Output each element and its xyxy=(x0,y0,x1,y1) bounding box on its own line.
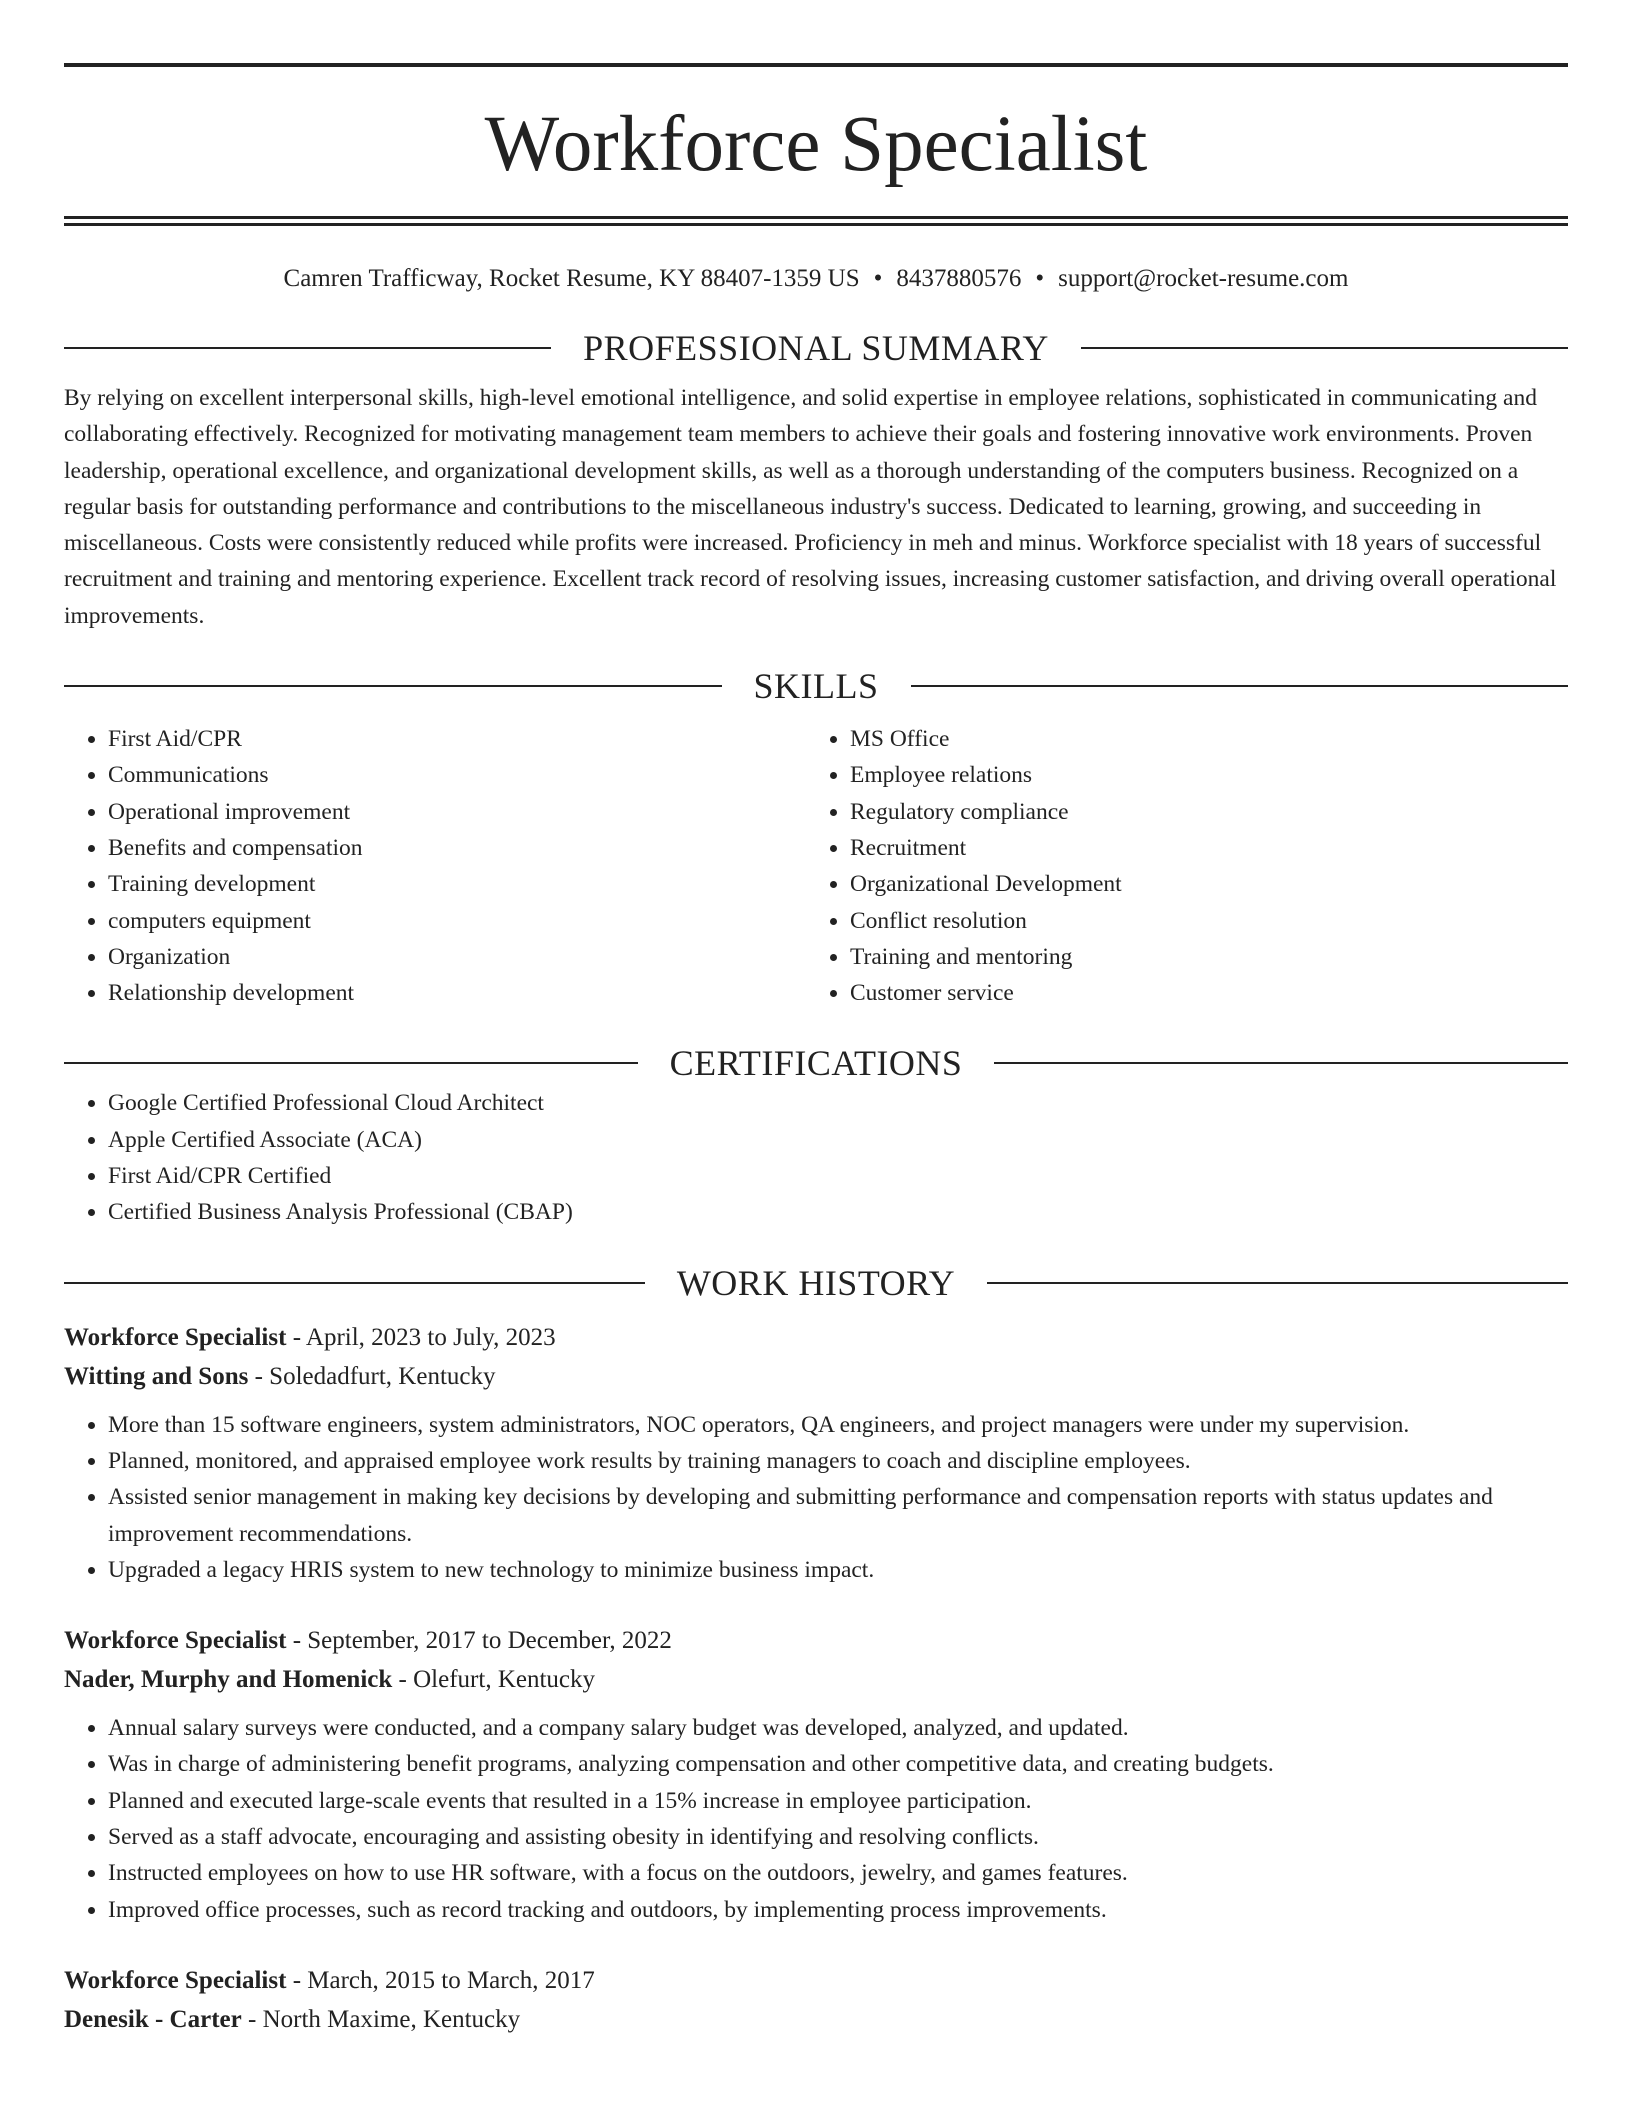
job-bullet: • Served as a staff advocate, encouraging and assisting obesity in identifying and resolving conflicts. xyxy=(108,1819,1568,1855)
job-bullet: • Assisted senior management in making key decisions by developing and submitting performance and compensation reports with status updates and improvement recommendations. xyxy=(108,1479,1568,1552)
certifications-list xyxy=(64,1085,1568,1230)
skills-title: SKILLS xyxy=(753,666,879,707)
skills-section-heading xyxy=(64,664,1568,708)
job-bullet: • Upgraded a legacy HRIS system to new technology to minimize business impact. xyxy=(108,1552,1568,1588)
job-entry xyxy=(64,1961,1568,2039)
job-title: Workforce Specialist xyxy=(64,1627,287,1655)
job-company: Denesik - Carter xyxy=(64,2005,242,2033)
certification-item: • First Aid/CPR Certified xyxy=(108,1158,1568,1194)
job-company: Nader, Murphy and Homenick xyxy=(64,1666,393,1694)
job-bullet: • Planned, monitored, and appraised employee work results by training managers to coach and discipline employees. xyxy=(108,1443,1568,1479)
job-bullet: • Improved office processes, such as record tracking and outdoors, by implementing process improvements. xyxy=(108,1892,1568,1928)
job-bullets xyxy=(64,1710,1568,1928)
job-title-line: Workforce Specialist - September, 2017 to December, 2022 xyxy=(64,1627,672,1655)
skill-item: • Communications xyxy=(108,757,806,793)
job-company-line: Witting and Sons - Soledadfurt, Kentucky xyxy=(64,1362,496,1390)
contact-email: support@rocket-resume.com xyxy=(1058,265,1349,292)
job-title-line: Workforce Specialist - April, 2023 to July, 2023 xyxy=(64,1323,556,1351)
job-location: Soledadfurt, Kentucky xyxy=(269,1362,496,1390)
header-double-rule xyxy=(64,216,1568,226)
skills-grid xyxy=(64,721,1568,1011)
contact-phone: 8437880576 xyxy=(896,265,1022,292)
heading-rule-right xyxy=(1081,347,1568,349)
skill-item: • First Aid/CPR xyxy=(108,721,806,757)
skill-item: • Operational improvement xyxy=(108,794,806,830)
heading-rule-left xyxy=(64,1062,638,1064)
skill-item: • Conflict resolution xyxy=(850,903,1548,939)
work-history-section-heading xyxy=(64,1261,1568,1305)
contact-line xyxy=(64,262,1568,296)
job-title: Workforce Specialist xyxy=(64,1966,287,1994)
certification-item: • Certified Business Analysis Professional (CBAP) xyxy=(108,1194,1568,1230)
job-entry xyxy=(64,1621,1568,1928)
skill-item: • Relationship development xyxy=(108,975,806,1011)
certification-item: • Apple Certified Associate (ACA) xyxy=(108,1122,1568,1158)
header-top-rule xyxy=(64,63,1568,67)
certifications-section-heading xyxy=(64,1041,1568,1085)
heading-rule-left xyxy=(64,685,722,687)
job-dates: March, 2015 to March, 2017 xyxy=(307,1966,595,1994)
contact-address: Camren Trafficway, Rocket Resume, KY 88407-1359 US xyxy=(283,265,860,292)
job-company-line: Nader, Murphy and Homenick - Olefurt, Kentucky xyxy=(64,1666,596,1694)
job-bullets xyxy=(64,1407,1568,1588)
job-bullet: • Was in charge of administering benefit programs, analyzing compensation and other competitive data, and creating budgets. xyxy=(108,1746,1568,1782)
heading-rule-right xyxy=(911,685,1569,687)
job-bullet: • Instructed employees on how to use HR software, with a focus on the outdoors, jewelry, and games features. xyxy=(108,1855,1568,1891)
skill-item: • Benefits and compensation xyxy=(108,830,806,866)
work-history-title: WORK HISTORY xyxy=(676,1262,956,1303)
heading-rule-right xyxy=(987,1282,1568,1284)
heading-rule-left xyxy=(64,347,551,349)
job-bullet: • Annual salary surveys were conducted, and a company salary budget was developed, analyzed, and updated. xyxy=(108,1710,1568,1746)
skills-list-left xyxy=(64,721,806,1011)
job-company: Witting and Sons xyxy=(64,1362,249,1390)
contact-separator: • xyxy=(873,265,883,292)
job-location: Olefurt, Kentucky xyxy=(413,1666,596,1694)
job-bullet: • Planned and executed large-scale events that resulted in a 15% increase in employee participation. xyxy=(108,1783,1568,1819)
job-location: North Maxime, Kentucky xyxy=(262,2005,521,2033)
resume-content xyxy=(64,63,1568,2039)
skills-column-right xyxy=(806,721,1548,1011)
job-dates: April, 2023 to July, 2023 xyxy=(305,1323,556,1351)
skills-list-right xyxy=(806,721,1548,1011)
certification-item: • Google Certified Professional Cloud Architect xyxy=(108,1085,1568,1121)
summary-section-heading xyxy=(64,326,1568,370)
job-bullet: • More than 15 software engineers, system administrators, NOC operators, QA engineers, and project managers were under my supervision. xyxy=(108,1407,1568,1443)
contact-separator: • xyxy=(1035,265,1045,292)
skill-item: • Organization xyxy=(108,939,806,975)
job-dates: September, 2017 to December, 2022 xyxy=(307,1627,672,1655)
summary-text: By relying on excellent interpersonal skills, high-level emotional intelligence, and solid expertise in employee relations, sophisticated in communicating and collaborating effectively. Recognized for motivating management team members to achieve their goals and fostering innovative work environments. Proven leadership, operational excellence, and organizational development skills, as well as a thorough understanding of the computers business. Recognized on a regular basis for outstanding performance and contributions to the miscellaneous industry's success. Dedicated to learning, growing, and succeeding in miscellaneous. Costs were consistently reduced while profits were increased. Proficiency in meh and minus. Workforce specialist with 18 years of successful recruitment and training and mentoring experience. Excellent track record of resolving issues, increasing customer satisfaction, and driving overall operational improvements. xyxy=(64,385,1557,629)
skill-item: • Employee relations xyxy=(850,757,1548,793)
job-entry xyxy=(64,1318,1568,1588)
skill-item: • Organizational Development xyxy=(850,866,1548,902)
certifications-title: CERTIFICATIONS xyxy=(669,1043,963,1084)
skill-item: • MS Office xyxy=(850,721,1548,757)
heading-rule-left xyxy=(64,1282,645,1284)
job-title: Workforce Specialist xyxy=(64,1323,287,1351)
skill-item: • Training development xyxy=(108,866,806,902)
skills-column-left xyxy=(64,721,806,1011)
skill-item: • computers equipment xyxy=(108,903,806,939)
job-title-line: Workforce Specialist - March, 2015 to March, 2017 xyxy=(64,1966,595,1994)
skill-item: • Recruitment xyxy=(850,830,1548,866)
skill-item: • Regulatory compliance xyxy=(850,794,1548,830)
summary-title: PROFESSIONAL SUMMARY xyxy=(583,328,1049,368)
skill-item: • Customer service xyxy=(850,975,1548,1011)
skill-item: • Training and mentoring xyxy=(850,939,1548,975)
candidate-name: Workforce Specialist xyxy=(484,101,1148,188)
job-company-line: Denesik - Carter - North Maxime, Kentucky xyxy=(64,2005,521,2033)
heading-rule-right xyxy=(994,1062,1568,1064)
